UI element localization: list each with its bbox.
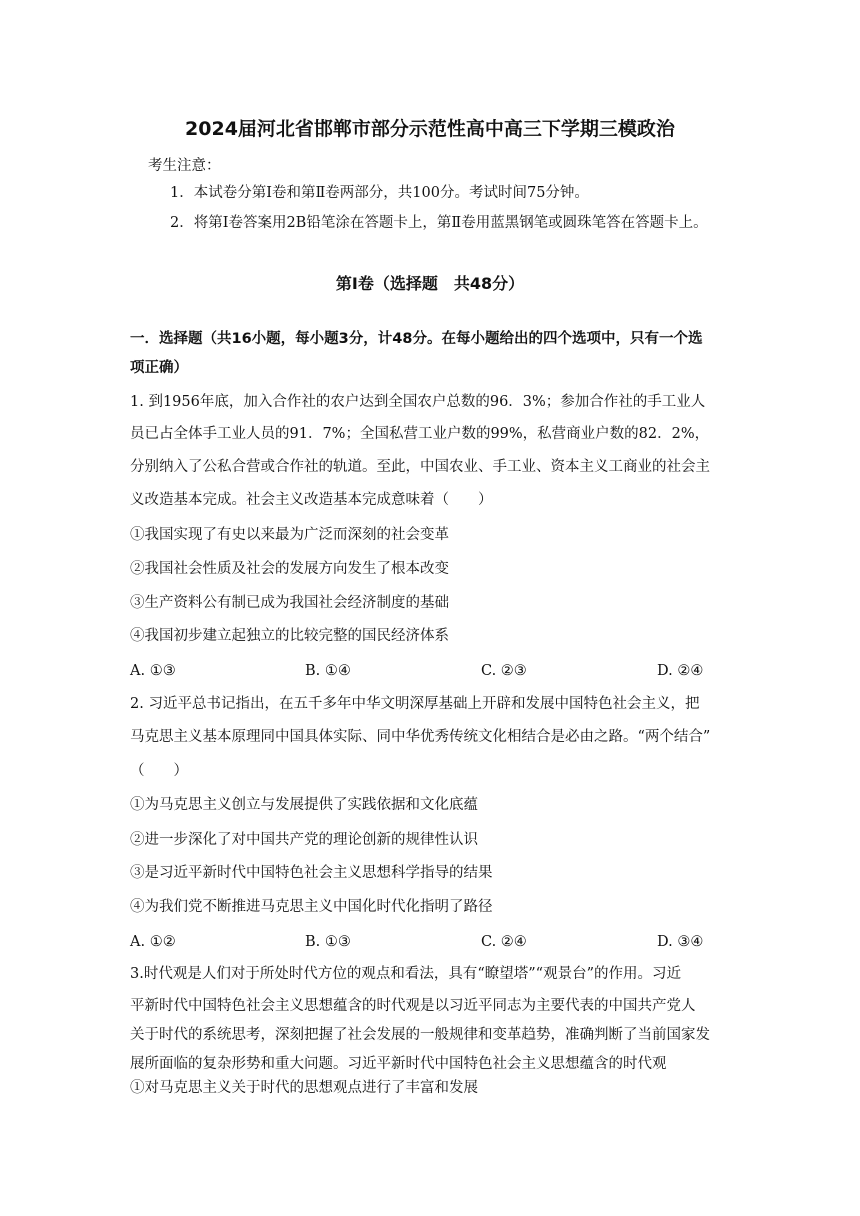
- question-2-stem: 2. 习近平总书记指出，在五千多年中华文明深厚基础上开辟和发展中国特色社会主义，把: [130, 696, 700, 712]
- question-2-stem: （ ）: [130, 763, 188, 779]
- question-1-statement: ③生产资料公有制已成为我国社会经济制度的基础: [130, 595, 449, 611]
- question-1-stem: 分别纳入了公私合营或合作社的轨道。至此，中国农业、手工业、资本主义工商业的社会主: [130, 459, 710, 475]
- question-3-statement: ①对马克思主义关于时代的思想观点进行了丰富和发展: [130, 1080, 478, 1096]
- question-1-stem: 员已占全体手工业人员的91．7%；全国私营工业户数的99%，私营商业户数的82．2%，: [130, 426, 710, 442]
- notice-label: 考生注意：: [148, 158, 221, 174]
- part-heading: 项正确）: [130, 360, 188, 376]
- question-1-statement: ②我国社会性质及社会的发展方向发生了根本改变: [130, 561, 449, 577]
- question-3-stem: 3.时代观是人们对于所处时代方位的观点和看法，具有“瞭望塔”“观景台”的作用。习近: [130, 966, 681, 982]
- question-3-stem: 展所面临的复杂形势和重大问题。习近平新时代中国特色社会主义思想蕴含的时代观: [130, 1056, 667, 1072]
- question-3-stem: 平新时代中国特色社会主义思想蕴含的时代观是以习近平同志为主要代表的中国共产党人: [130, 998, 696, 1014]
- question-2-statement: ①为马克思主义创立与发展提供了实践依据和文化底蕴: [130, 797, 478, 813]
- question-1-option-d: D. ②④: [657, 663, 704, 679]
- notice-item: 1．本试卷分第Ⅰ卷和第Ⅱ卷两部分，共100分。考试时间75分钟。: [170, 185, 589, 201]
- question-2-stem: 马克思主义基本原理同中国具体实际、同中华优秀传统文化相结合是必由之路。“两个结合”: [130, 729, 711, 745]
- document-title: 2024届河北省邯郸市部分示范性高中高三下学期三模政治: [185, 118, 675, 140]
- question-2-statement: ③是习近平新时代中国特色社会主义思想科学指导的结果: [130, 865, 493, 881]
- question-1-statement: ①我国实现了有史以来最为广泛而深刻的社会变革: [130, 527, 449, 543]
- question-2-option-b: B. ①③: [305, 934, 351, 950]
- question-3-stem: 关于时代的系统思考，深刻把握了社会发展的一般规律和变革趋势，准确判断了当前国家发: [130, 1027, 710, 1043]
- question-2-option-c: C. ②④: [481, 934, 527, 950]
- question-2-statement: ②进一步深化了对中国共产党的理论创新的规律性认识: [130, 832, 478, 848]
- question-1-option-a: A. ①③: [130, 663, 176, 679]
- question-1-stem: 义改造基本完成。社会主义改造基本完成意味着（ ）: [130, 492, 493, 508]
- question-2-statement: ④为我们党不断推进马克思主义中国化时代化指明了路径: [130, 899, 493, 915]
- question-1-option-c: C. ②③: [481, 663, 527, 679]
- question-2-option-a: A. ①②: [130, 934, 176, 950]
- question-2-option-d: D. ③④: [657, 934, 704, 950]
- section-title: 第Ⅰ卷（选择题 共48分）: [335, 274, 525, 293]
- notice-item: 2．将第Ⅰ卷答案用2B铅笔涂在答题卡上，第Ⅱ卷用蓝黑钢笔或圆珠笔答在答题卡上。: [170, 215, 708, 231]
- question-1-statement: ④我国初步建立起独立的比较完整的国民经济体系: [130, 628, 449, 644]
- part-heading: 一．选择题（共16小题，每小题3分，计48分。在每小题给出的四个选项中，只有一个选: [130, 331, 703, 347]
- question-1-stem: 1. 到1956年底，加入合作社的农户达到全国农户总数的96．3%；参加合作社的手工业人: [130, 394, 706, 410]
- question-1-option-b: B. ①④: [305, 663, 351, 679]
